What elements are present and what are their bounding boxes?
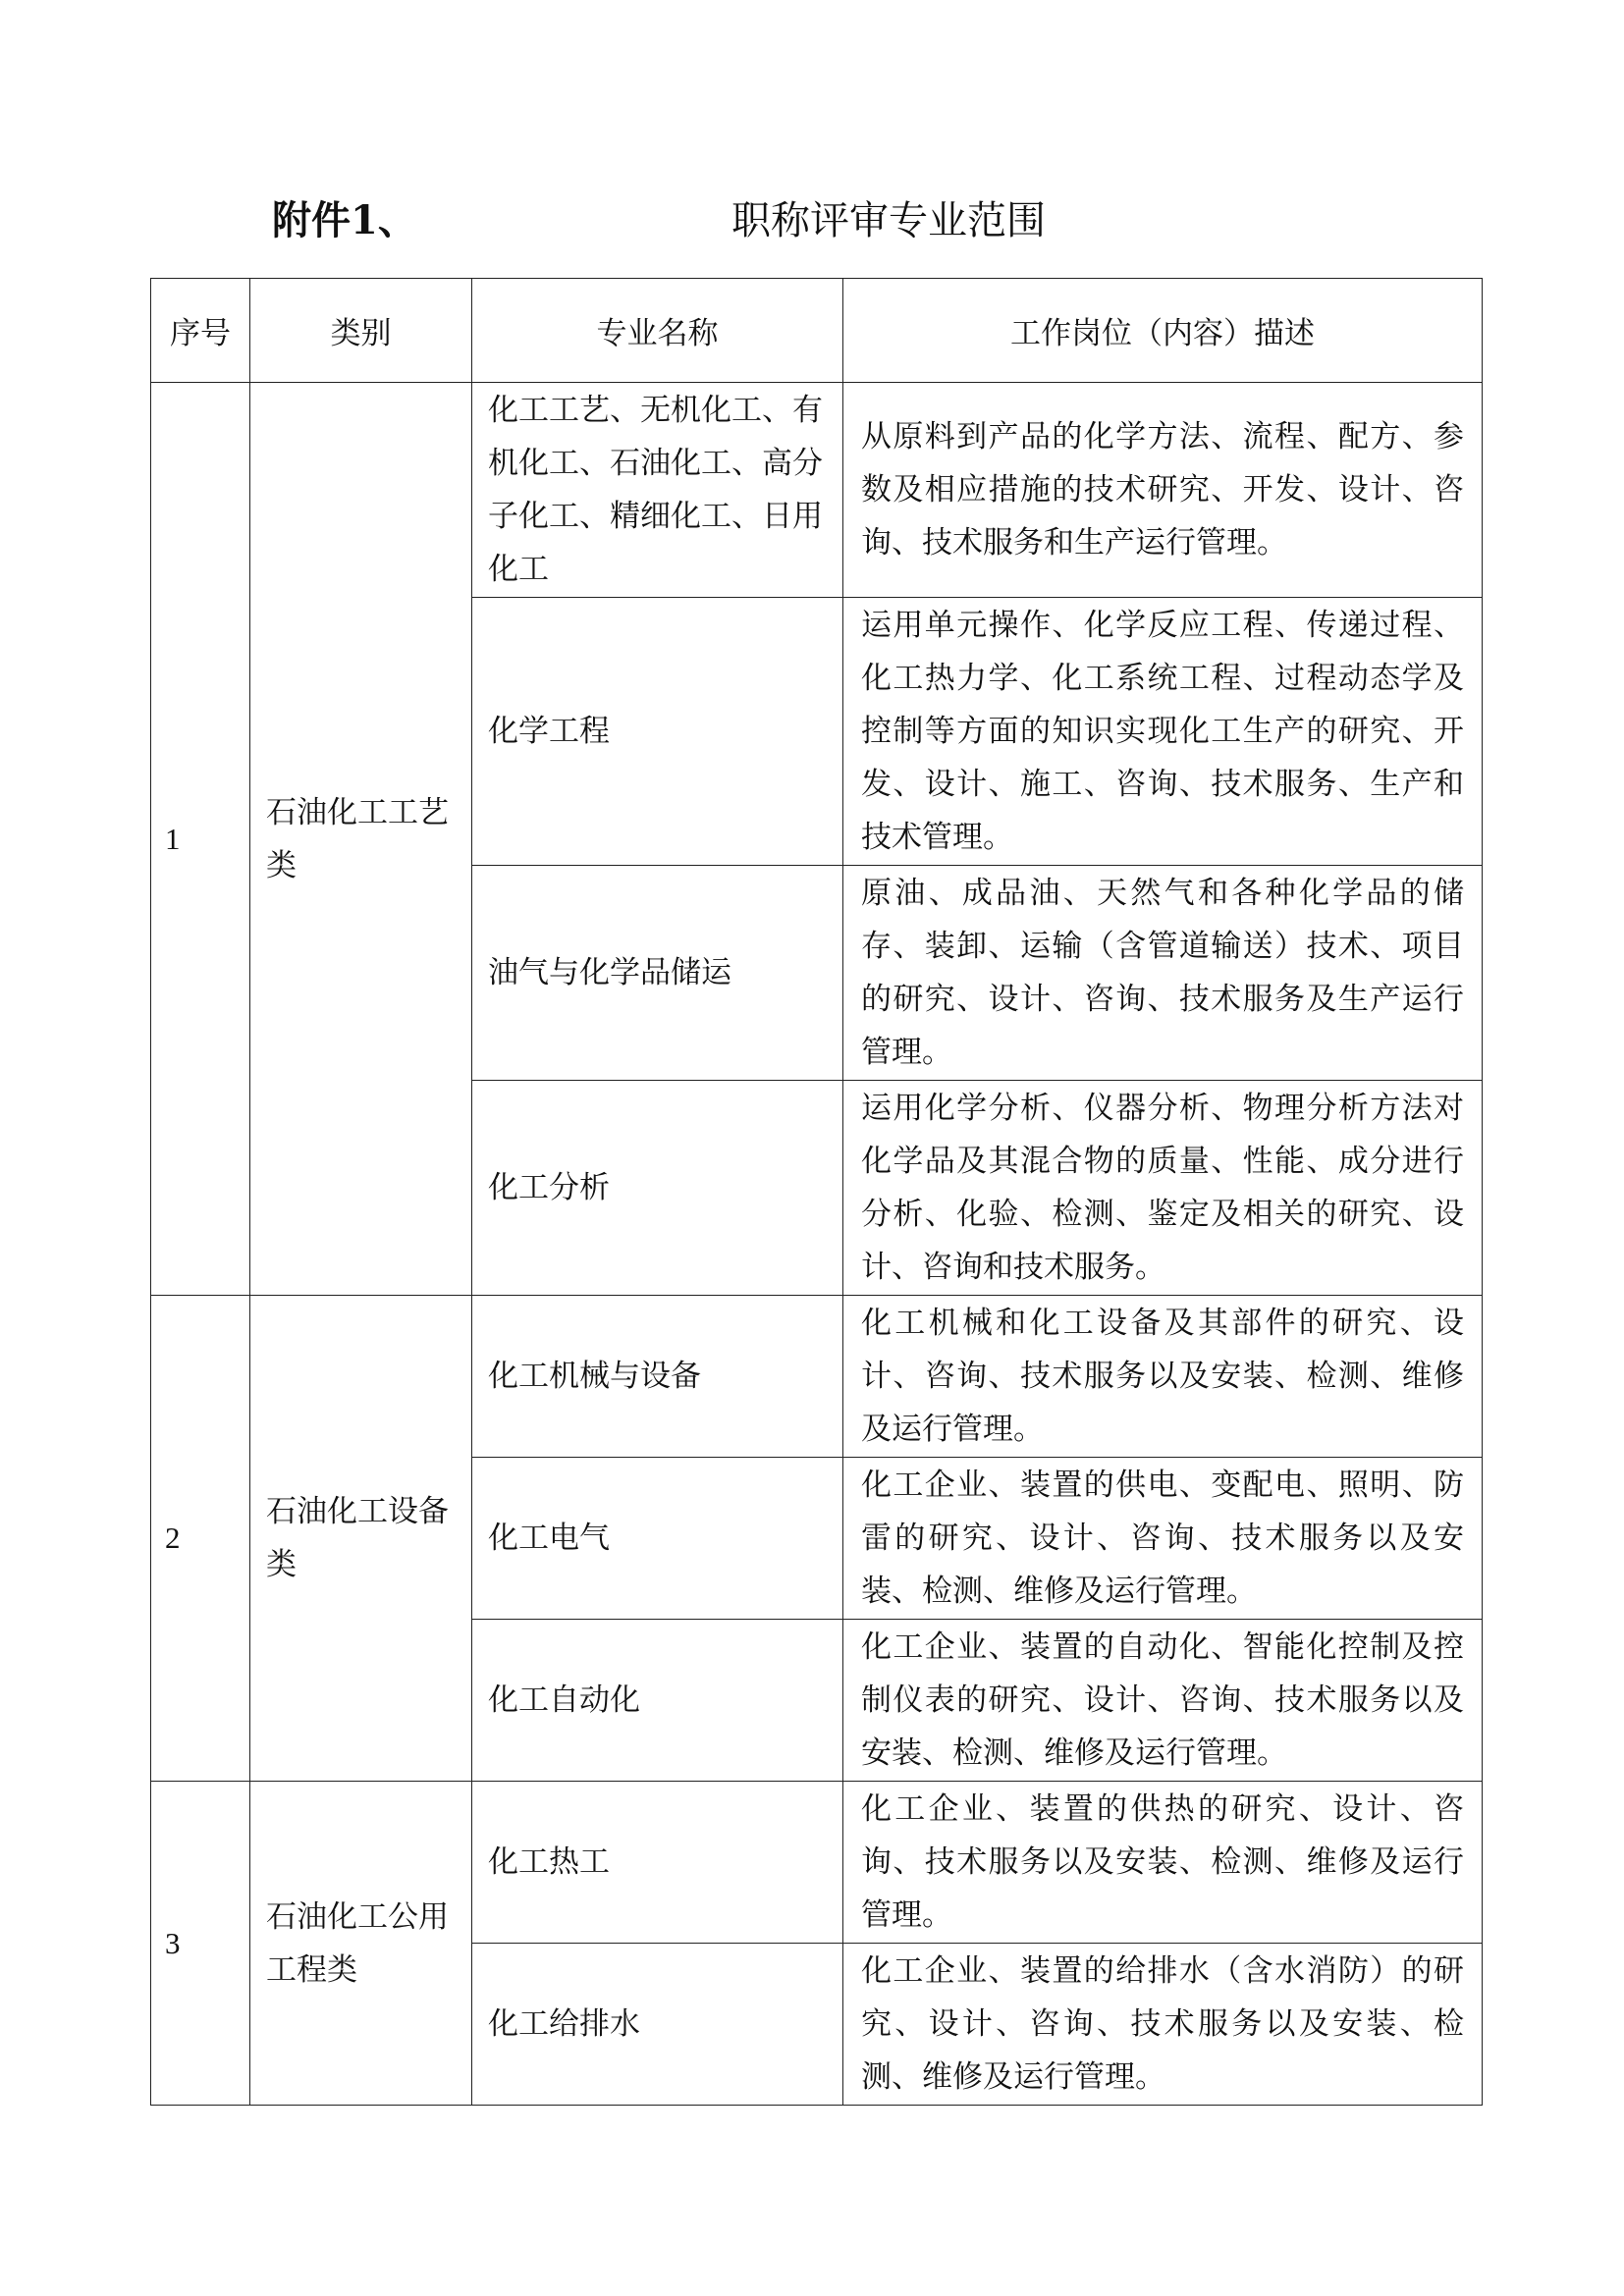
seq-cell: 2	[151, 1296, 250, 1782]
table-header-row	[151, 279, 1483, 383]
document-header	[0, 191, 1624, 250]
major-cell: 化工给排水	[472, 1944, 843, 2106]
description-cell: 化工企业、装置的供电、变配电、照明、防雷的研究、设计、咨询、技术服务以及安装、检测、维修及运行管理。	[843, 1458, 1483, 1620]
description-cell: 化工企业、装置的给排水（含水消防）的研究、设计、咨询、技术服务以及安装、检测、维修及运行管理。	[843, 1944, 1483, 2106]
major-cell: 化工分析	[472, 1081, 843, 1296]
major-cell: 化工自动化	[472, 1620, 843, 1782]
attachment-label: 附件1、	[272, 197, 417, 243]
major-cell: 化工工艺、无机化工、有机化工、石油化工、高分子化工、精细化工、日用化工	[472, 383, 843, 598]
column-header-seq: 序号	[151, 279, 250, 383]
column-header-description: 工作岗位（内容）描述	[843, 279, 1483, 383]
specialty-scope-table	[150, 278, 1483, 2106]
column-header-category: 类别	[250, 279, 472, 383]
description-cell: 运用单元操作、化学反应工程、传递过程、化工热力学、化工系统工程、过程动态学及控制等方面的知识实现化工生产的研究、开发、设计、施工、咨询、技术服务、生产和技术管理。	[843, 598, 1483, 866]
description-cell: 原油、成品油、天然气和各种化学品的储存、装卸、运输（含管道输送）技术、项目的研究、设计、咨询、技术服务及生产运行管理。	[843, 866, 1483, 1081]
description-cell: 从原料到产品的化学方法、流程、配方、参数及相应措施的技术研究、开发、设计、咨询、技术服务和生产运行管理。	[843, 383, 1483, 598]
seq-cell: 1	[151, 383, 250, 1296]
category-cell: 石油化工设备类	[250, 1296, 472, 1782]
seq-cell: 3	[151, 1782, 250, 2106]
description-cell: 化工机械和化工设备及其部件的研究、设计、咨询、技术服务以及安装、检测、维修及运行管理。	[843, 1296, 1483, 1458]
category-cell: 石油化工公用工程类	[250, 1782, 472, 2106]
table-row	[151, 1782, 1483, 1944]
table-row	[151, 383, 1483, 598]
table-row	[151, 1296, 1483, 1458]
page-title: 职称评审专业范围	[731, 198, 1046, 243]
description-cell: 运用化学分析、仪器分析、物理分析方法对化学品及其混合物的质量、性能、成分进行分析、化验、检测、鉴定及相关的研究、设计、咨询和技术服务。	[843, 1081, 1483, 1296]
description-cell: 化工企业、装置的自动化、智能化控制及控制仪表的研究、设计、咨询、技术服务以及安装、检测、维修及运行管理。	[843, 1620, 1483, 1782]
major-cell: 化工机械与设备	[472, 1296, 843, 1458]
major-cell: 化工电气	[472, 1458, 843, 1620]
category-cell: 石油化工工艺类	[250, 383, 472, 1296]
major-cell: 化工热工	[472, 1782, 843, 1944]
major-cell: 油气与化学品储运	[472, 866, 843, 1081]
column-header-major: 专业名称	[472, 279, 843, 383]
description-cell: 化工企业、装置的供热的研究、设计、咨询、技术服务以及安装、检测、维修及运行管理。	[843, 1782, 1483, 1944]
major-cell: 化学工程	[472, 598, 843, 866]
